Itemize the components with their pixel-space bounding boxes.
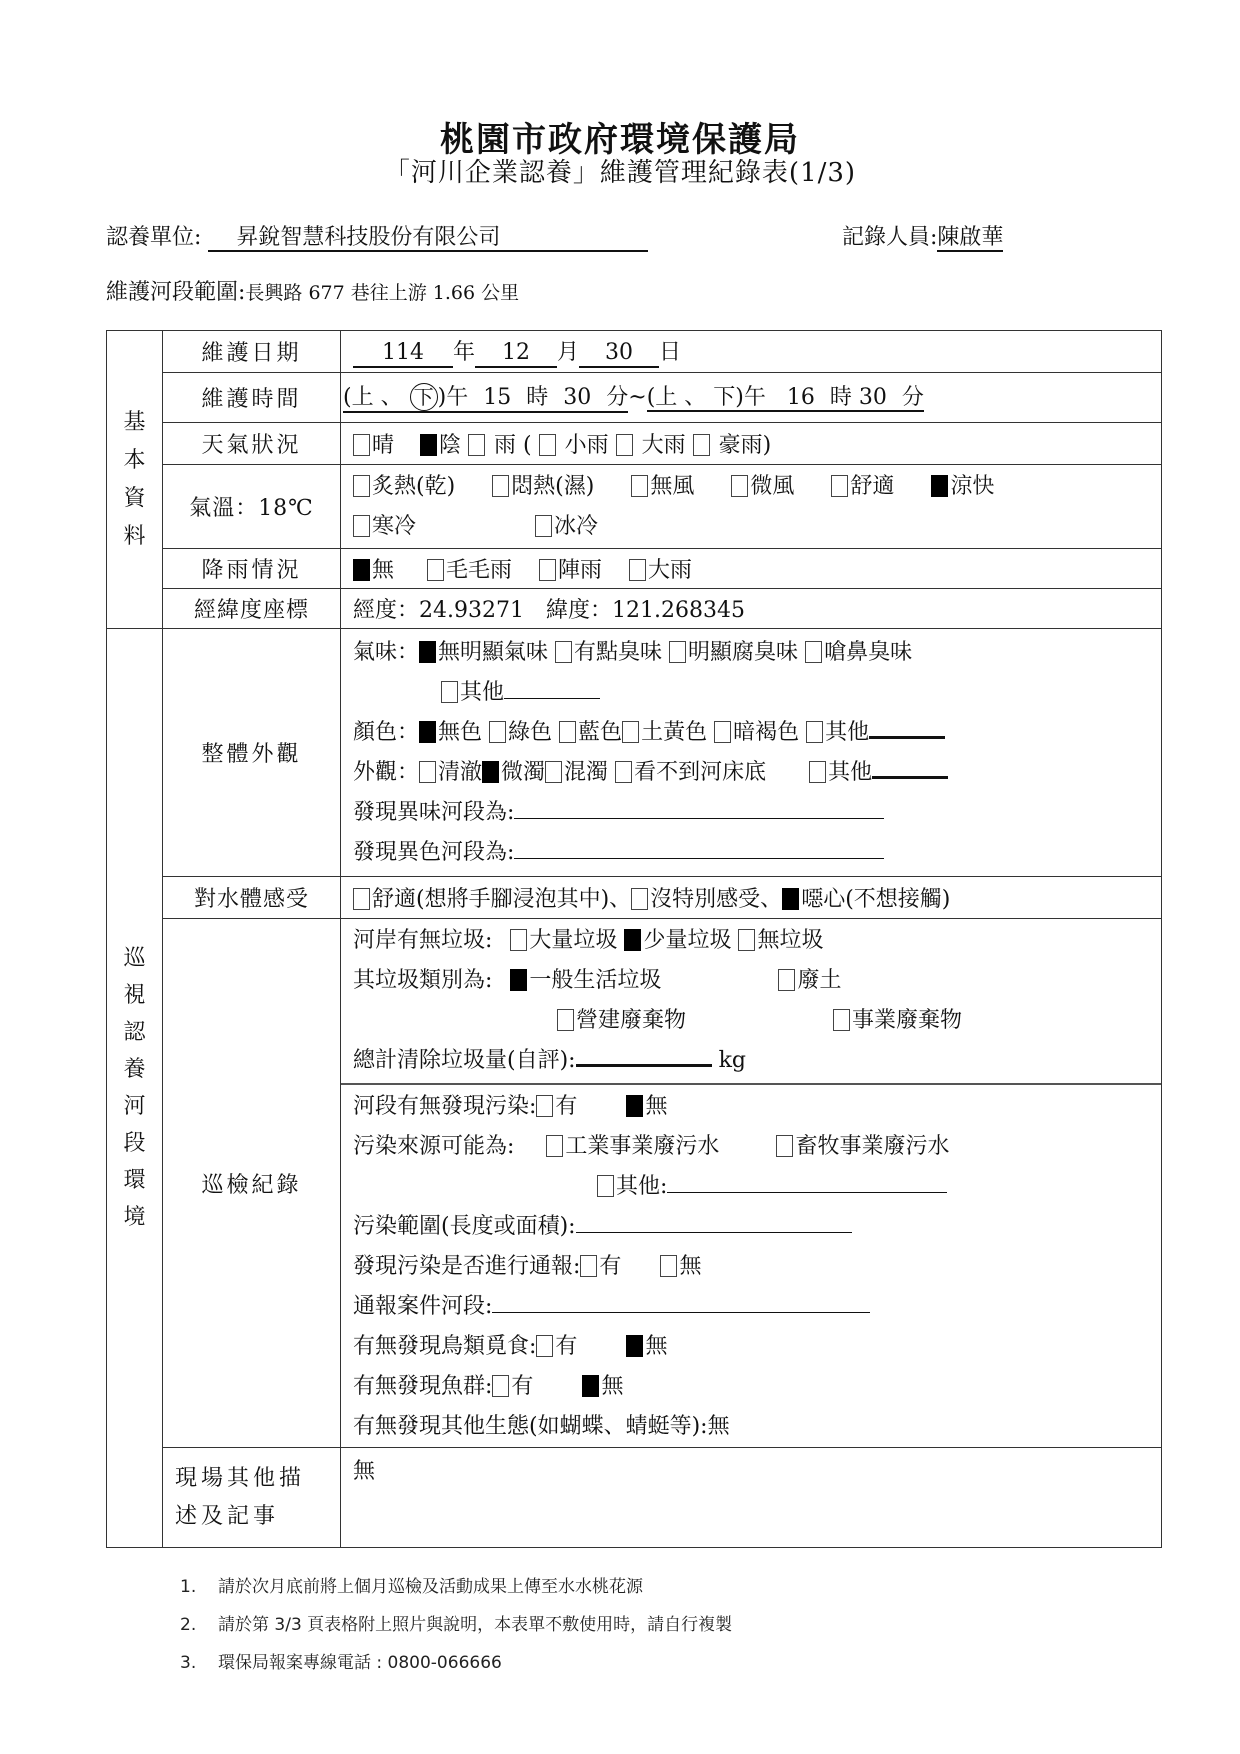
option-label: 無色 bbox=[438, 719, 483, 745]
rain-option-drizzle[interactable] bbox=[427, 558, 512, 583]
footer-note bbox=[180, 1568, 732, 1606]
category-patrol bbox=[107, 629, 163, 1548]
color-option-green[interactable] bbox=[489, 720, 552, 745]
checkbox-icon[interactable] bbox=[782, 888, 799, 910]
garbage-total-label: 總計清除垃圾量(自評): bbox=[353, 1048, 576, 1073]
option-label: 一般生活垃圾 bbox=[529, 968, 662, 993]
option-label: 其他 bbox=[825, 719, 870, 745]
checkbox-icon[interactable] bbox=[580, 1255, 597, 1277]
option-label: 明顯腐臭味 bbox=[688, 639, 799, 665]
weather-option-cloudy[interactable] bbox=[420, 433, 461, 458]
look-other-input[interactable] bbox=[872, 758, 948, 779]
option-label: 小雨 bbox=[564, 433, 609, 458]
checkbox-icon[interactable] bbox=[492, 475, 509, 497]
category-patrol-label: 巡視認養河段環境 bbox=[123, 946, 146, 1230]
pollution-line bbox=[353, 1087, 1161, 1127]
option-label: 無 bbox=[645, 1094, 668, 1119]
adopter-row bbox=[106, 220, 648, 252]
note-text: 環保局報案專線電話 : 0800-066666 bbox=[218, 1653, 502, 1673]
footer-note bbox=[180, 1606, 732, 1644]
odor-section-input[interactable] bbox=[514, 800, 884, 819]
checkbox-icon[interactable] bbox=[615, 761, 632, 783]
option-label: 雨 ( bbox=[494, 433, 532, 458]
temperature-line-1 bbox=[353, 467, 1161, 507]
garbage-type-industrial[interactable] bbox=[833, 1008, 962, 1033]
label-appearance: 整體外觀 bbox=[163, 629, 341, 877]
note-number: 2. bbox=[180, 1615, 197, 1635]
start-pm-option-selected[interactable]: 下 bbox=[410, 383, 438, 411]
checkbox-icon[interactable] bbox=[631, 888, 648, 910]
weather-option-rain[interactable] bbox=[468, 433, 532, 458]
checkbox-icon[interactable] bbox=[441, 681, 458, 703]
checkbox-icon[interactable] bbox=[419, 641, 436, 663]
minute-unit: 分 bbox=[606, 384, 629, 410]
checkbox-icon[interactable] bbox=[539, 434, 556, 456]
odor-label: 氣味： bbox=[353, 639, 420, 665]
checkbox-icon[interactable] bbox=[419, 761, 436, 783]
checkbox-icon[interactable] bbox=[776, 1135, 793, 1157]
checkbox-icon[interactable] bbox=[557, 1009, 574, 1031]
checkbox-icon[interactable] bbox=[353, 515, 370, 537]
garbage-total-input[interactable] bbox=[576, 1046, 712, 1067]
checkbox-icon[interactable] bbox=[559, 721, 576, 743]
reported-label: 發現污染是否進行通報: bbox=[353, 1254, 581, 1279]
garbage-label: 河岸有無垃圾: bbox=[353, 928, 493, 953]
extent-input[interactable] bbox=[576, 1214, 852, 1233]
option-label: 看不到河床底 bbox=[634, 759, 767, 785]
temp-option-no-wind[interactable] bbox=[631, 474, 694, 499]
garbage-option-small[interactable] bbox=[624, 928, 731, 953]
look-line bbox=[353, 753, 1161, 793]
checkbox-icon[interactable] bbox=[535, 515, 552, 537]
month-unit: 月 bbox=[557, 340, 580, 366]
end-ampm-options[interactable]: (上 、 下)午 bbox=[646, 384, 766, 410]
option-label: 暗褐色 bbox=[733, 719, 800, 745]
appearance-cell bbox=[341, 629, 1162, 877]
checkbox-icon[interactable] bbox=[629, 559, 646, 581]
start-time-field[interactable]: (上 、 下 )午 15 時 30 分 bbox=[343, 383, 628, 413]
label-weather: 天氣狀況 bbox=[163, 423, 341, 465]
option-label: 有 bbox=[555, 1094, 578, 1119]
start-minute[interactable]: 30 bbox=[563, 384, 592, 410]
weather-option-heavy-rain[interactable] bbox=[616, 433, 686, 458]
color-label: 顏色： bbox=[353, 719, 420, 745]
option-label: 炙熱(乾) bbox=[372, 473, 456, 499]
end-hour[interactable]: 16 bbox=[786, 384, 815, 410]
latitude-value[interactable]: 121.268345 bbox=[612, 598, 745, 623]
pollution-option-yes[interactable] bbox=[536, 1094, 577, 1119]
checkbox-icon[interactable] bbox=[714, 721, 731, 743]
temp-option-muggy[interactable] bbox=[492, 474, 594, 499]
recorder-row bbox=[842, 220, 1003, 252]
checkbox-icon[interactable] bbox=[468, 434, 485, 456]
checkbox-icon[interactable] bbox=[510, 969, 527, 991]
option-label: 廢土 bbox=[797, 968, 842, 993]
option-label: 營建廢棄物 bbox=[576, 1008, 687, 1033]
color-option-earth-yellow[interactable] bbox=[622, 720, 707, 745]
feeling-option-disgusting[interactable] bbox=[782, 887, 950, 912]
checkbox-icon[interactable] bbox=[806, 721, 823, 743]
range-row bbox=[106, 275, 519, 306]
option-label: 無明顯氣味 bbox=[438, 639, 549, 665]
temperature-line-2 bbox=[353, 507, 1161, 547]
checkbox-icon[interactable] bbox=[420, 434, 437, 456]
fish-label: 有無發現魚群: bbox=[353, 1374, 493, 1399]
temp-option-cool[interactable] bbox=[931, 474, 994, 499]
document-subtitle: 「河川企業認養」維護管理紀錄表(1/3) bbox=[383, 158, 857, 188]
look-option-no-riverbed[interactable] bbox=[615, 760, 766, 785]
source-label: 污染來源可能為: bbox=[353, 1134, 515, 1159]
birds-option-yes[interactable] bbox=[536, 1334, 577, 1359]
feeling-option-neutral[interactable] bbox=[631, 887, 782, 912]
option-label: 大雨 bbox=[648, 558, 693, 583]
option-label: 冰冷 bbox=[554, 513, 599, 539]
odor-option-slight[interactable] bbox=[555, 640, 662, 665]
option-label: 陰 bbox=[439, 433, 462, 458]
option-label: 微風 bbox=[750, 473, 795, 499]
odor-section-label: 發現異味河段為: bbox=[353, 799, 515, 825]
note-text: 請於次月底前將上個月巡檢及活動成果上傳至水水桃花源 bbox=[218, 1577, 643, 1597]
reported-option-yes[interactable] bbox=[580, 1254, 621, 1279]
source-line bbox=[353, 1127, 1161, 1167]
look-option-slightly-turbid[interactable] bbox=[482, 760, 545, 785]
look-option-other[interactable] bbox=[809, 760, 872, 785]
minute-unit: 分 bbox=[901, 384, 924, 410]
checkbox-icon[interactable] bbox=[419, 721, 436, 743]
garbage-type-construction[interactable] bbox=[557, 1008, 686, 1033]
checkbox-icon[interactable] bbox=[622, 721, 639, 743]
report-section-label: 通報案件河段: bbox=[353, 1294, 493, 1319]
report-section-line bbox=[353, 1287, 1161, 1327]
option-label: 嗆鼻臭味 bbox=[824, 639, 913, 665]
label-notes bbox=[163, 1448, 341, 1548]
checkbox-icon[interactable] bbox=[778, 969, 795, 991]
option-label: 寒冷 bbox=[372, 513, 417, 539]
rain-option-shower[interactable] bbox=[539, 558, 602, 583]
end-minute[interactable]: 30 bbox=[858, 384, 887, 410]
garbage-total-line bbox=[353, 1041, 1161, 1081]
color-option-other[interactable] bbox=[806, 720, 869, 745]
label-inspection: 巡檢紀錄 bbox=[163, 919, 341, 1448]
recorder-label: 記錄人員: bbox=[842, 225, 938, 250]
color-option-dark-brown[interactable] bbox=[714, 720, 799, 745]
rain-options bbox=[341, 549, 1162, 589]
option-label: 毛毛雨 bbox=[446, 558, 513, 583]
option-label: 無 bbox=[645, 1334, 668, 1359]
time-cell bbox=[341, 373, 1162, 423]
option-label: 舒適(想將手腳浸泡其中)、 bbox=[372, 887, 632, 912]
inspection-cell bbox=[341, 919, 1162, 1448]
rain-option-none[interactable] bbox=[353, 558, 394, 583]
reported-line bbox=[353, 1247, 1161, 1287]
other-eco-value[interactable]: 無 bbox=[707, 1414, 730, 1439]
option-label: 少量垃圾 bbox=[643, 928, 732, 953]
pollution-label: 河段有無發現污染: bbox=[353, 1094, 537, 1119]
option-label: 無 bbox=[372, 558, 395, 583]
hour-unit: 時 bbox=[829, 384, 852, 410]
weather-option-light-rain[interactable] bbox=[539, 433, 609, 458]
option-label: 有 bbox=[511, 1374, 534, 1399]
latitude-label: 緯度： bbox=[546, 598, 613, 623]
notes-field[interactable]: 無 bbox=[341, 1448, 1162, 1548]
checkbox-icon[interactable] bbox=[693, 434, 710, 456]
recorder-field[interactable]: 陳啟華 bbox=[937, 225, 1003, 252]
option-label: 土黃色 bbox=[641, 719, 708, 745]
document-title: 桃園市政府環境保護局 bbox=[440, 120, 800, 160]
day-unit: 日 bbox=[659, 340, 682, 366]
checkbox-icon[interactable] bbox=[545, 761, 562, 783]
option-label: 有 bbox=[555, 1334, 578, 1359]
longitude-value[interactable]: 24.93271 bbox=[419, 598, 524, 623]
checkbox-icon[interactable] bbox=[536, 1335, 553, 1357]
note-number: 1. bbox=[180, 1577, 197, 1597]
odor-other-line bbox=[353, 673, 1161, 713]
source-other-input[interactable] bbox=[667, 1174, 947, 1193]
option-label: 畜牧事業廢污水 bbox=[795, 1134, 950, 1159]
adopter-label: 認養單位: bbox=[106, 225, 202, 250]
option-label: 其他 bbox=[828, 759, 873, 785]
garbage-type-soil[interactable] bbox=[778, 968, 841, 993]
year-unit: 年 bbox=[453, 340, 476, 366]
separator: 、 bbox=[380, 384, 403, 410]
option-label: 噁心(不想接觸) bbox=[801, 887, 951, 912]
checkbox-icon[interactable] bbox=[555, 641, 572, 663]
garbage-option-none[interactable] bbox=[738, 928, 823, 953]
record-form-table bbox=[106, 330, 1162, 1548]
date-cell bbox=[341, 331, 1162, 373]
other-eco-label: 有無發現其他生態(如蝴蝶、蜻蜓等): bbox=[353, 1414, 708, 1439]
noon-unit: )午 bbox=[437, 384, 469, 410]
garbage-option-large[interactable] bbox=[510, 928, 617, 953]
source-other-line bbox=[353, 1167, 1161, 1207]
temp-option-freezing[interactable] bbox=[535, 514, 598, 539]
label-feeling: 對水體感受 bbox=[163, 877, 341, 919]
checkbox-icon[interactable] bbox=[809, 761, 826, 783]
month-field[interactable]: 12 bbox=[475, 340, 557, 367]
option-label: 沒特別感受、 bbox=[650, 887, 783, 912]
option-label: 悶熱(濕) bbox=[511, 473, 595, 499]
weather-options bbox=[341, 423, 1162, 465]
odor-option-none[interactable] bbox=[419, 640, 548, 665]
color-section-line bbox=[353, 833, 1161, 873]
longitude-label: 經度： bbox=[353, 598, 420, 623]
option-label: 陣雨 bbox=[558, 558, 603, 583]
checkbox-icon[interactable] bbox=[831, 475, 848, 497]
garbage-block bbox=[341, 919, 1161, 1085]
checkbox-icon[interactable] bbox=[626, 1095, 643, 1117]
checkbox-icon[interactable] bbox=[738, 929, 755, 951]
checkbox-icon[interactable] bbox=[931, 475, 948, 497]
odor-line bbox=[353, 633, 1161, 673]
label-temperature: 氣溫：18℃ bbox=[163, 465, 341, 549]
adopter-field[interactable]: 昇銳智慧科技股份有限公司 bbox=[208, 225, 648, 252]
checkbox-icon[interactable] bbox=[660, 1255, 677, 1277]
odor-option-other[interactable] bbox=[441, 680, 504, 705]
checkbox-icon[interactable] bbox=[624, 929, 641, 951]
checkbox-icon[interactable] bbox=[536, 1095, 553, 1117]
option-label: 無 bbox=[679, 1254, 702, 1279]
checkbox-icon[interactable] bbox=[805, 641, 822, 663]
feeling-option-comfortable[interactable] bbox=[353, 887, 631, 912]
range-value: 長興路 677 巷往上游 1.66 公里 bbox=[245, 282, 520, 304]
footer-notes bbox=[180, 1568, 732, 1682]
option-label: 藍色 bbox=[578, 719, 623, 745]
reported-option-no[interactable] bbox=[660, 1254, 701, 1279]
birds-line bbox=[353, 1327, 1161, 1367]
checkbox-icon[interactable] bbox=[833, 1009, 850, 1031]
checkbox-icon[interactable] bbox=[492, 1375, 509, 1397]
option-label: 大量垃圾 bbox=[529, 928, 618, 953]
time-tilde: ~ bbox=[628, 384, 647, 410]
year-field[interactable]: 114 bbox=[353, 340, 453, 367]
option-label: 混濁 bbox=[564, 759, 609, 785]
option-label: 豪雨) bbox=[718, 433, 772, 458]
category-basic bbox=[107, 331, 163, 629]
option-label: 事業廢棄物 bbox=[852, 1008, 963, 1033]
start-am-option[interactable]: 上 bbox=[351, 384, 374, 410]
day-field[interactable]: 30 bbox=[579, 340, 659, 367]
color-option-colorless[interactable] bbox=[419, 720, 482, 745]
weather-option-torrential-rain[interactable] bbox=[693, 433, 772, 458]
checkbox-icon[interactable] bbox=[353, 475, 370, 497]
feeling-options bbox=[341, 877, 1162, 919]
color-section-input[interactable] bbox=[514, 840, 884, 859]
garbage-total-unit: kg bbox=[718, 1048, 747, 1073]
odor-other-input[interactable] bbox=[504, 680, 600, 699]
garbage-type-household[interactable] bbox=[510, 968, 661, 993]
note-number: 3. bbox=[180, 1653, 197, 1673]
option-label: 舒適 bbox=[850, 473, 895, 499]
option-label: 晴 bbox=[372, 433, 395, 458]
rain-option-heavy[interactable] bbox=[629, 558, 692, 583]
look-option-clear[interactable] bbox=[419, 760, 482, 785]
option-label: 有 bbox=[599, 1254, 622, 1279]
pollution-block bbox=[341, 1085, 1161, 1447]
label-date: 維護日期 bbox=[163, 331, 341, 373]
weather-option-sunny[interactable] bbox=[353, 433, 394, 458]
look-label: 外觀： bbox=[353, 759, 420, 785]
garbage-line bbox=[353, 921, 1161, 961]
hour-unit: 時 bbox=[526, 384, 549, 410]
odor-option-rotten[interactable] bbox=[669, 640, 798, 665]
pollution-option-no[interactable] bbox=[626, 1094, 667, 1119]
option-label: 工業事業廢污水 bbox=[565, 1134, 720, 1159]
color-other-input[interactable] bbox=[869, 718, 945, 739]
temp-option-scorching[interactable] bbox=[353, 474, 455, 499]
checkbox-icon[interactable] bbox=[353, 434, 370, 456]
temp-option-breeze[interactable] bbox=[731, 474, 794, 499]
checkbox-icon[interactable] bbox=[669, 641, 686, 663]
checkbox-icon[interactable] bbox=[510, 929, 527, 951]
option-label: 涼快 bbox=[950, 473, 995, 499]
birds-option-no[interactable] bbox=[626, 1334, 667, 1359]
color-option-blue[interactable] bbox=[559, 720, 622, 745]
option-label: 其他 bbox=[460, 679, 505, 705]
extent-line bbox=[353, 1207, 1161, 1247]
checkbox-icon[interactable] bbox=[631, 475, 648, 497]
odor-option-pungent[interactable] bbox=[805, 640, 912, 665]
odor-section-line bbox=[353, 793, 1161, 833]
fish-option-no[interactable] bbox=[582, 1374, 623, 1399]
temp-option-comfortable[interactable] bbox=[831, 474, 894, 499]
option-label: 有點臭味 bbox=[574, 639, 663, 665]
garbage-type-label: 其垃圾類別為: bbox=[353, 968, 493, 993]
birds-label: 有無發現鳥類覓食: bbox=[353, 1334, 537, 1359]
source-option-livestock[interactable] bbox=[776, 1134, 949, 1159]
temperature-options bbox=[341, 465, 1162, 549]
label-notes-text: 現場其他描述及記事 bbox=[175, 1465, 306, 1529]
garbage-type-line-1 bbox=[353, 961, 1161, 1001]
fish-option-yes[interactable] bbox=[492, 1374, 533, 1399]
checkbox-icon[interactable] bbox=[616, 434, 633, 456]
label-coordinates: 經緯度座標 bbox=[163, 589, 341, 629]
checkbox-icon[interactable] bbox=[546, 1135, 563, 1157]
checkbox-icon[interactable] bbox=[353, 888, 370, 910]
look-option-turbid[interactable] bbox=[545, 760, 608, 785]
category-basic-label: 基本資料 bbox=[123, 409, 146, 549]
option-label: 無風 bbox=[650, 473, 695, 499]
extent-label: 污染範圍(長度或面積): bbox=[353, 1214, 576, 1239]
note-text: 請於第 3/3 頁表格附上照片與說明，本表單不敷使用時，請自行複製 bbox=[218, 1615, 733, 1635]
report-section-input[interactable] bbox=[492, 1294, 870, 1313]
option-label: 其他: bbox=[616, 1174, 668, 1199]
start-hour[interactable]: 15 bbox=[483, 384, 512, 410]
checkbox-icon[interactable] bbox=[427, 559, 444, 581]
checkbox-icon[interactable] bbox=[582, 1375, 599, 1397]
checkbox-icon[interactable] bbox=[482, 761, 499, 783]
checkbox-icon[interactable] bbox=[626, 1335, 643, 1357]
fish-line bbox=[353, 1367, 1161, 1407]
checkbox-icon[interactable] bbox=[353, 559, 370, 581]
option-label: 綠色 bbox=[508, 719, 553, 745]
coordinates-cell bbox=[341, 589, 1162, 629]
checkbox-icon[interactable] bbox=[731, 475, 748, 497]
option-label: 微濁 bbox=[501, 759, 546, 785]
option-label: 無垃圾 bbox=[757, 928, 824, 953]
temp-option-cold[interactable] bbox=[353, 514, 416, 539]
label-time: 維護時間 bbox=[163, 373, 341, 423]
garbage-type-line-2 bbox=[353, 1001, 1161, 1041]
checkbox-icon[interactable] bbox=[539, 559, 556, 581]
option-label: 大雨 bbox=[641, 433, 686, 458]
other-eco-line bbox=[353, 1407, 1161, 1447]
range-label: 維護河段範圍: bbox=[106, 280, 246, 305]
source-option-industrial[interactable] bbox=[546, 1134, 719, 1159]
label-rain: 降雨情況 bbox=[163, 549, 341, 589]
color-section-label: 發現異色河段為: bbox=[353, 839, 515, 865]
checkbox-icon[interactable] bbox=[597, 1175, 614, 1197]
color-line bbox=[353, 713, 1161, 753]
checkbox-icon[interactable] bbox=[489, 721, 506, 743]
option-label: 無 bbox=[601, 1374, 624, 1399]
footer-note bbox=[180, 1644, 732, 1682]
source-option-other[interactable] bbox=[597, 1174, 667, 1199]
option-label: 清澈 bbox=[438, 759, 483, 785]
end-time-field[interactable] bbox=[647, 385, 924, 412]
